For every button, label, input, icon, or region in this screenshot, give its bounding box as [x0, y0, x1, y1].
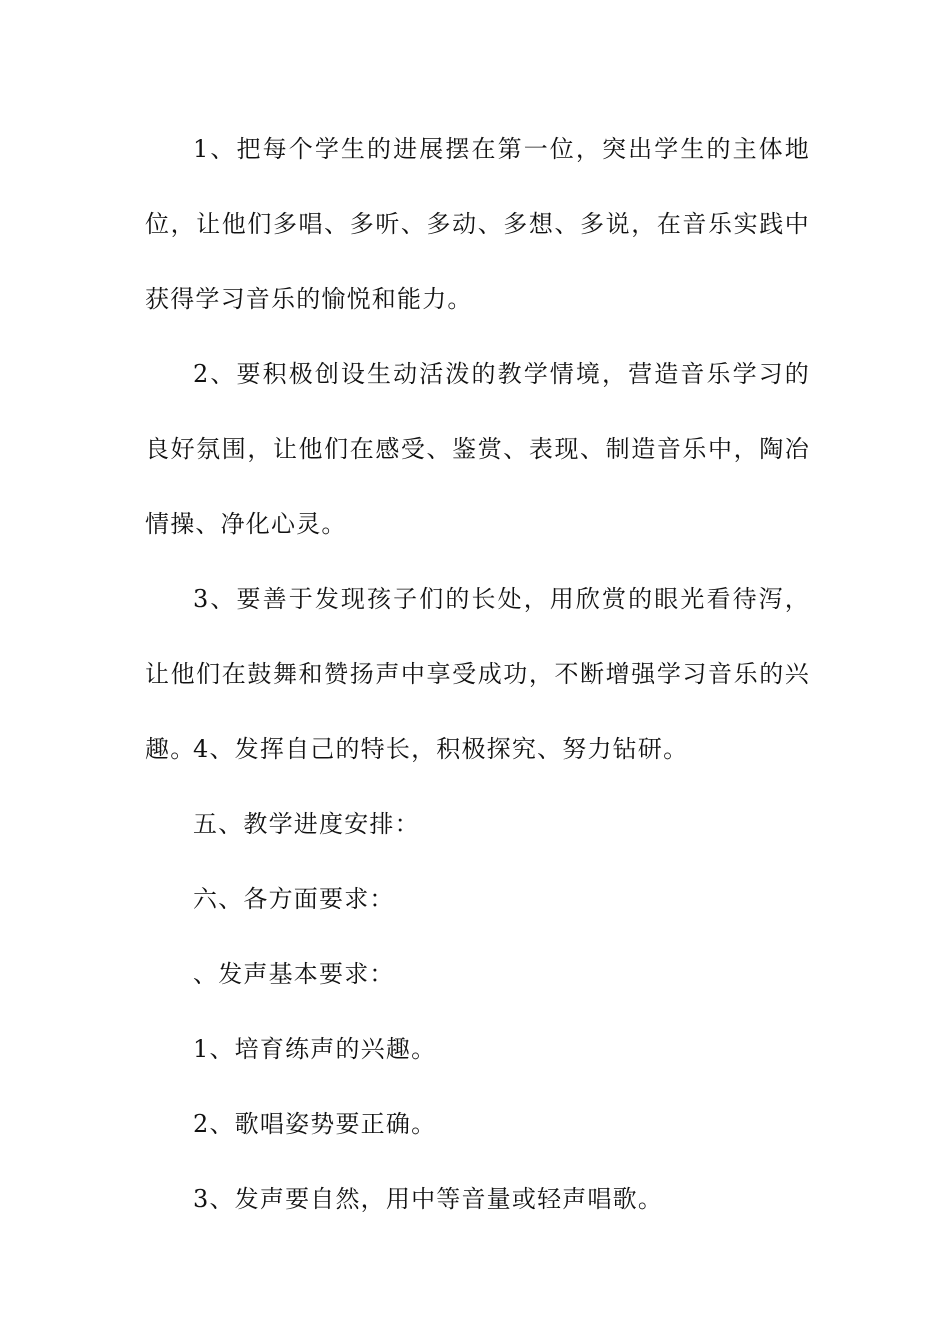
- subheading-vocal-requirements: 、发声基本要求：: [193, 960, 395, 988]
- paragraph-2: 2、要积极创设生动活泼的教学情境，营造音乐学习的良好氛围，让他们在感受、鉴赏、表现、制造音乐中，陶冶情操、净化心灵。: [145, 360, 810, 538]
- section-heading-schedule: 五、教学进度安排：: [193, 810, 420, 838]
- section-heading-requirements: 六、各方面要求：: [193, 885, 395, 913]
- paragraph-3: 3、要善于发现孩子们的长处，用欣赏的眼光看待泻，让他们在鼓舞和赞扬声中享受成功，不断增强学习音乐的兴趣。: [145, 585, 810, 763]
- paragraph-1: 1、把每个学生的进展摆在第一位，突出学生的主体地位，让他们多唱、多听、多动、多想、多说，在音乐实践中获得学习音乐的愉悦和能力。: [145, 135, 810, 313]
- list-item-3: 3、发声要自然，用中等音量或轻声唱歌。: [193, 1185, 664, 1213]
- list-item-2: 2、歌唱姿势要正确。: [193, 1110, 437, 1138]
- list-item-1: 1、培育练声的兴趣。: [193, 1035, 437, 1063]
- paragraph-4: 4、发挥自己的特长，积极探究、努力钻研。: [193, 735, 689, 763]
